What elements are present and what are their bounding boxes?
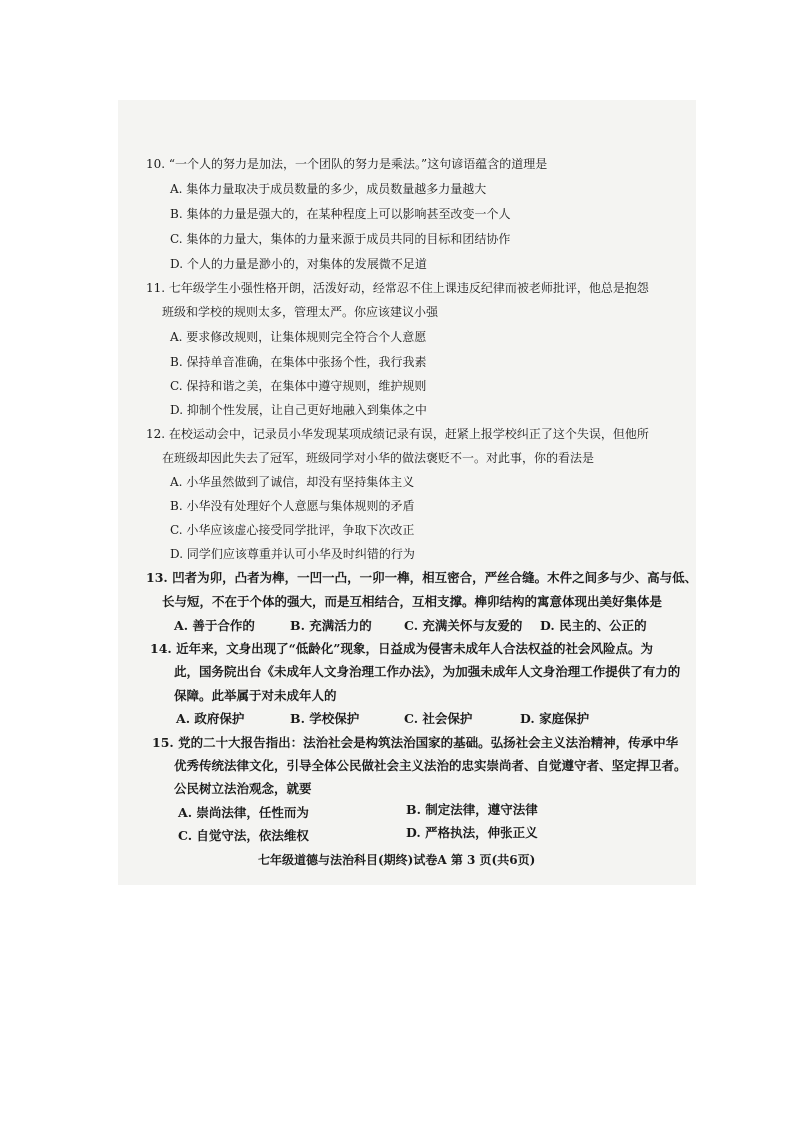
question-15-option-b: B. 制定法律，遵守法律 bbox=[406, 802, 538, 817]
question-14-stem-cont-1: 此，国务院出台《未成年人文身治理工作办法》，为加强未成年人文身治理工作提供了有力的 bbox=[174, 664, 681, 679]
question-number: 13. bbox=[146, 570, 168, 585]
question-15-stem-cont-1: 优秀传统法律文化，引导全体公民做社会主义法治的忠实崇尚者、自觉遵守者、坚定捍卫者。 bbox=[174, 758, 687, 773]
question-15-option-c: C. 自觉守法，依法维权 bbox=[178, 828, 309, 843]
question-13-option-a: A. 善于合作的 bbox=[174, 618, 255, 633]
question-11-option-b: B. 保持单音准确，在集体中张扬个性，我行我素 bbox=[170, 355, 427, 369]
question-13-stem-cont: 长与短，不在于个体的强大，而是互相结合，互相支撑。榫卯结构的寓意体现出美好集体是 bbox=[162, 594, 663, 609]
question-13-option-c: C. 充满关怀与友爱的 bbox=[404, 618, 523, 633]
question-12-stem bbox=[146, 427, 649, 441]
question-10-stem bbox=[146, 157, 547, 171]
question-stem-line: 近年来，文身出现了“低龄化”现象，日益成为侵害未成年人合法权益的社会风险点。为 bbox=[176, 641, 653, 656]
question-12-option-a: A. 小华虽然做到了诚信，却没有坚持集体主义 bbox=[170, 475, 415, 489]
question-14-option-b: B. 学校保护 bbox=[290, 711, 360, 726]
question-number: 12. bbox=[146, 427, 166, 441]
question-13-option-b: B. 充满活力的 bbox=[290, 618, 372, 633]
question-12-option-c: C. 小华应该虚心接受同学批评，争取下次改正 bbox=[170, 523, 415, 537]
question-stem-line: 在校运动会中，记录员小华发现某项成绩记录有误，赶紧上报学校纠正了这个失误，但他所 bbox=[168, 427, 649, 441]
question-15-option-d: D. 严格执法，伸张正义 bbox=[406, 825, 538, 840]
question-12-stem-cont: 在班级却因此失去了冠军，班级同学对小华的做法褒贬不一。对此事，你的看法是 bbox=[162, 451, 595, 465]
question-number: 10. bbox=[146, 157, 166, 171]
question-14-option-a: A. 政府保护 bbox=[176, 711, 245, 726]
question-12-option-b: B. 小华没有处理好个人意愿与集体规则的矛盾 bbox=[170, 499, 415, 513]
question-number: 14. bbox=[150, 641, 172, 656]
page-footer: 七年级道德与法治科目(期终)试卷A 第 3 页(共6页) bbox=[258, 853, 536, 867]
question-number: 11. bbox=[146, 281, 166, 295]
question-10-option-a: A. 集体力量取决于成员数量的多少，成员数量越多力量越大 bbox=[170, 182, 487, 196]
question-11-option-c: C. 保持和谐之美，在集体中遵守规则，维护规则 bbox=[170, 379, 427, 393]
question-13-stem bbox=[146, 571, 697, 585]
question-stem-line: 凹者为卯，凸者为榫，一凹一凸，一卯一榫，相互密合，严丝合缝。木件之间多与少、高与低、 bbox=[172, 570, 698, 585]
question-11-option-d: D. 抑制个性发展，让自己更好地融入到集体之中 bbox=[170, 403, 427, 417]
question-14-stem bbox=[150, 642, 653, 656]
question-12-option-d: D. 同学们应该尊重并认可小华及时纠错的行为 bbox=[170, 547, 415, 561]
question-11-option-a: A. 要求修改规则，让集体规则完全符合个人意愿 bbox=[170, 330, 427, 344]
question-stem-line: “一个人的努力是加法，一个团队的努力是乘法。”这句谚语蕴含的道理是 bbox=[168, 157, 548, 171]
question-15-stem bbox=[152, 736, 678, 750]
question-14-option-d: D. 家庭保护 bbox=[520, 711, 590, 726]
question-10-option-b: B. 集体的力量是强大的，在某种程度上可以影响甚至改变一个人 bbox=[170, 207, 511, 221]
question-10-option-d: D. 个人的力量是渺小的，对集体的发展微不足道 bbox=[170, 257, 427, 271]
question-15-option-a: A. 崇尚法律，任性而为 bbox=[178, 805, 309, 820]
question-11-stem-cont: 班级和学校的规则太多，管理太严。你应该建议小强 bbox=[162, 305, 439, 319]
question-number: 15. bbox=[152, 735, 174, 750]
question-15-stem-cont-2: 公民树立法治观念，就要 bbox=[174, 781, 312, 796]
question-stem-line: 党的二十大报告指出：法治社会是构筑法治国家的基础。弘扬社会主义法治精神，传承中华 bbox=[178, 735, 679, 750]
question-10-option-c: C. 集体的力量大，集体的力量来源于成员共同的目标和团结协作 bbox=[170, 232, 511, 246]
question-11-stem bbox=[146, 281, 649, 295]
question-13-option-d: D. 民主的、公正的 bbox=[540, 618, 647, 633]
question-stem-line: 七年级学生小强性格开朗，活泼好动，经常忍不住上课违反纪律而被老师批评，他总是抱怨 bbox=[168, 281, 649, 295]
question-14-option-c: C. 社会保护 bbox=[404, 711, 473, 726]
question-14-stem-cont-2: 保障。此举属于对未成年人的 bbox=[174, 688, 337, 703]
